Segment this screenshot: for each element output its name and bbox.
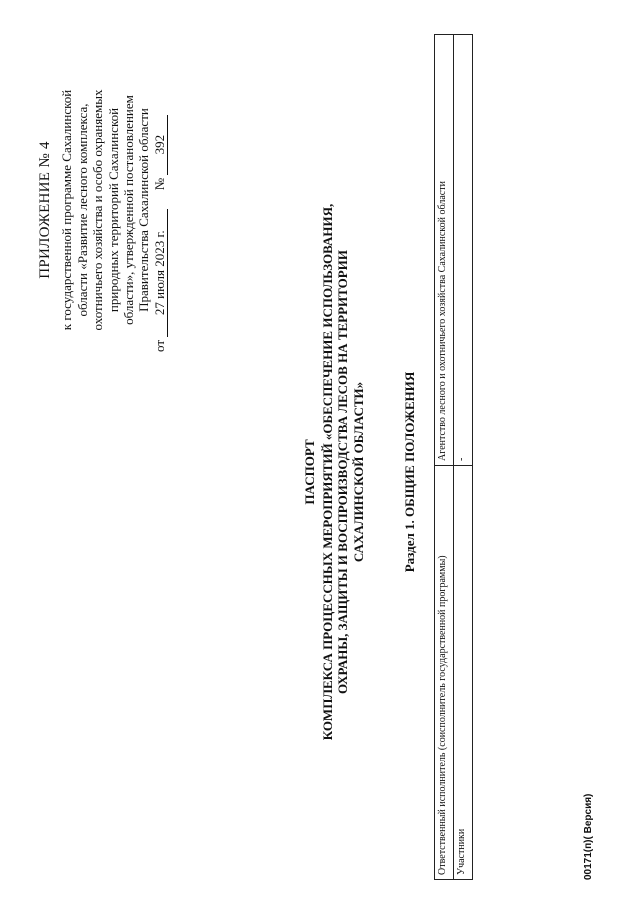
document-version-code: 00171(п)( Версия) [583, 793, 594, 880]
appendix-line: Правительства Сахалинской области [136, 108, 152, 312]
table-cell-value: Агентство лесного и охотничьего хозяйства Сахалинской области [435, 35, 454, 466]
decree-date: 27 июля 2023 г. [152, 209, 168, 337]
appendix-line: охотничьего хозяйства и особо охраняемых [90, 89, 106, 331]
general-provisions-table [434, 34, 473, 880]
heading-line: КОМПЛЕКСА ПРОЦЕССНЫХ МЕРОПРИЯТИЙ «ОБЕСПЕЧЕНИЕ ИСПОЛЬЗОВАНИЯ, [319, 203, 335, 741]
appendix-block [38, 60, 168, 360]
table-row [435, 35, 454, 880]
table-cell-label: Участники [454, 466, 473, 880]
document-heading [302, 92, 366, 852]
date-prefix: от [151, 339, 167, 352]
heading-line: САХАЛИНСКОЙ ОБЛАСТИ» [350, 381, 366, 563]
table-cell-label: Ответственный исполнитель (соисполнитель государственной программы) [435, 466, 454, 880]
decree-number: 392 [152, 115, 168, 175]
passport-title: ПАСПОРТ [302, 439, 317, 505]
appendix-date-line [152, 60, 168, 352]
number-prefix: № [151, 177, 167, 191]
appendix-line: области», утвержденной постановлением [121, 95, 137, 325]
heading-line: ОХРАНЫ, ЗАЩИТЫ И ВОСПРОИЗВОДСТВА ЛЕСОВ НА ТЕРРИТОРИИ [335, 250, 350, 694]
appendix-title: ПРИЛОЖЕНИЕ № 4 [37, 141, 53, 279]
appendix-line: области «Развитие лесного комплекса, [74, 103, 90, 317]
table-row [454, 35, 473, 880]
appendix-line: природных территорий Сахалинской [105, 107, 121, 313]
appendix-line: к государственной программе Сахалинской [59, 89, 75, 331]
section-title: Раздел 1. ОБЩИЕ ПОЛОЖЕНИЯ [402, 371, 417, 573]
table-cell-value: - [454, 35, 473, 466]
